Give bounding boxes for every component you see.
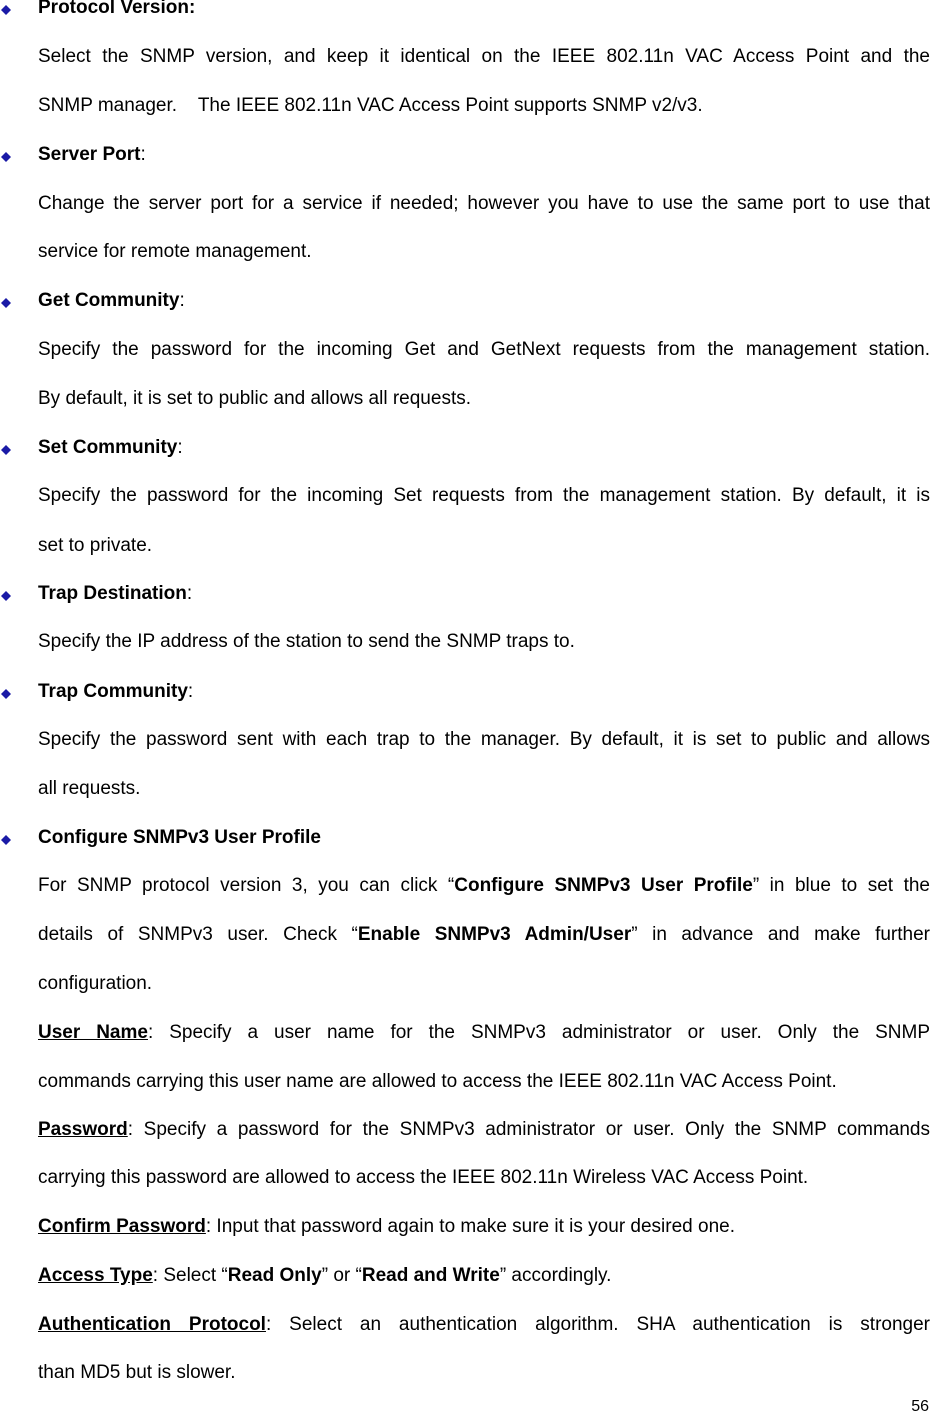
heading-colon: :	[186, 583, 193, 604]
section-heading-protocol-version: Protocol Version:	[38, 0, 196, 18]
diamond-bullet-icon	[1, 445, 11, 455]
paragraph-line: SNMP manager. The IEEE 802.11n VAC Access Point supports SNMP v2/v3.	[38, 95, 703, 116]
term-password: Password	[38, 1119, 128, 1140]
heading-colon: :	[187, 681, 194, 702]
text-run: : Select an authentication algorithm. SHA authentication is stronger	[265, 1314, 930, 1335]
option-read-only: Read Only	[227, 1265, 322, 1286]
paragraph-line: commands carrying this user name are allowed to access the IEEE 802.11n VAC Access Point.	[38, 1071, 837, 1092]
text-run: : Specify a user name for the SNMPv3 administrator or user. Only the SNMP	[147, 1022, 930, 1043]
heading-colon: :	[179, 290, 185, 311]
diamond-bullet-icon	[1, 152, 11, 162]
paragraph-line: configuration.	[38, 973, 153, 994]
section-heading-set-community	[38, 433, 930, 463]
term-access-type: Access Type	[38, 1265, 153, 1286]
heading-text: Trap Destination	[38, 583, 187, 604]
heading-colon: :	[177, 437, 183, 458]
paragraph-line: carrying this password are allowed to access the IEEE 802.11n Wireless VAC Access Point.	[38, 1167, 809, 1188]
text-run: details of SNMPv3 user. Check “	[38, 924, 358, 945]
option-enable-snmpv3: Enable SNMPv3 Admin/User	[357, 924, 632, 945]
link-configure-snmpv3-profile: Configure SNMPv3 User Profile	[454, 875, 753, 896]
text-run: : Specify a password for the SNMPv3 administrator or user. Only the SNMP commands	[127, 1119, 930, 1140]
paragraph-line: set to private.	[38, 535, 153, 556]
term-user-name: User Name	[38, 1022, 148, 1043]
paragraph-line: Specify the password sent with each trap to the manager. By default, it is set to public and allows	[38, 729, 930, 750]
term-confirm-password: Confirm Password	[38, 1216, 206, 1237]
paragraph-line: service for remote management.	[38, 241, 312, 262]
text-run: ” in advance and make further	[631, 924, 930, 945]
paragraph-line	[38, 920, 930, 950]
text-run: ” or “	[321, 1265, 362, 1286]
paragraph-line: Specify the password for the incoming Get and GetNext requests from the management station.	[38, 339, 930, 360]
term-password-line	[38, 1115, 930, 1145]
diamond-bullet-icon	[1, 835, 11, 845]
term-user-name-line	[38, 1018, 930, 1048]
diamond-bullet-icon	[1, 298, 11, 308]
term-access-type-line	[38, 1261, 930, 1291]
diamond-bullet-icon	[1, 5, 11, 15]
paragraph-line: By default, it is set to public and allows all requests.	[38, 388, 472, 409]
text-run: : Input that password again to make sure it is your desired one.	[205, 1216, 735, 1237]
paragraph-line: all requests.	[38, 778, 141, 799]
paragraph-line: than MD5 but is slower.	[38, 1362, 236, 1383]
text-run: : Select “	[152, 1265, 228, 1286]
section-heading-server-port	[38, 140, 930, 170]
section-heading-snmpv3-profile: Configure SNMPv3 User Profile	[38, 827, 321, 848]
page-number: 56	[911, 1398, 929, 1415]
heading-colon: :	[140, 144, 146, 165]
paragraph-line: Specify the password for the incoming Set requests from the management station. By default, it is	[38, 485, 930, 506]
heading-text: Set Community	[38, 437, 178, 458]
term-confirm-password-line	[38, 1212, 930, 1242]
term-authentication-protocol: Authentication Protocol	[38, 1314, 266, 1335]
paragraph-line: Select the SNMP version, and keep it identical on the IEEE 802.11n VAC Access Point and the	[38, 46, 930, 67]
text-run: ” in blue to set the	[752, 875, 930, 896]
term-auth-protocol-line	[38, 1310, 930, 1340]
text-run: ” accordingly.	[499, 1265, 612, 1286]
section-heading-trap-community	[38, 677, 930, 707]
option-read-and-write: Read and Write	[361, 1265, 500, 1286]
heading-text: Trap Community	[38, 681, 188, 702]
text-run: For SNMP protocol version 3, you can click “	[38, 875, 455, 896]
section-heading-get-community	[38, 286, 930, 316]
paragraph-line: Specify the IP address of the station to send the SNMP traps to.	[38, 631, 575, 652]
diamond-bullet-icon	[1, 689, 11, 699]
paragraph-line: Change the server port for a service if needed; however you have to use the same port to use that	[38, 193, 930, 214]
heading-text: Get Community	[38, 290, 180, 311]
section-heading-trap-destination	[38, 579, 930, 609]
diamond-bullet-icon	[1, 591, 11, 601]
heading-text: Server Port	[38, 144, 141, 165]
paragraph-line	[38, 871, 930, 901]
